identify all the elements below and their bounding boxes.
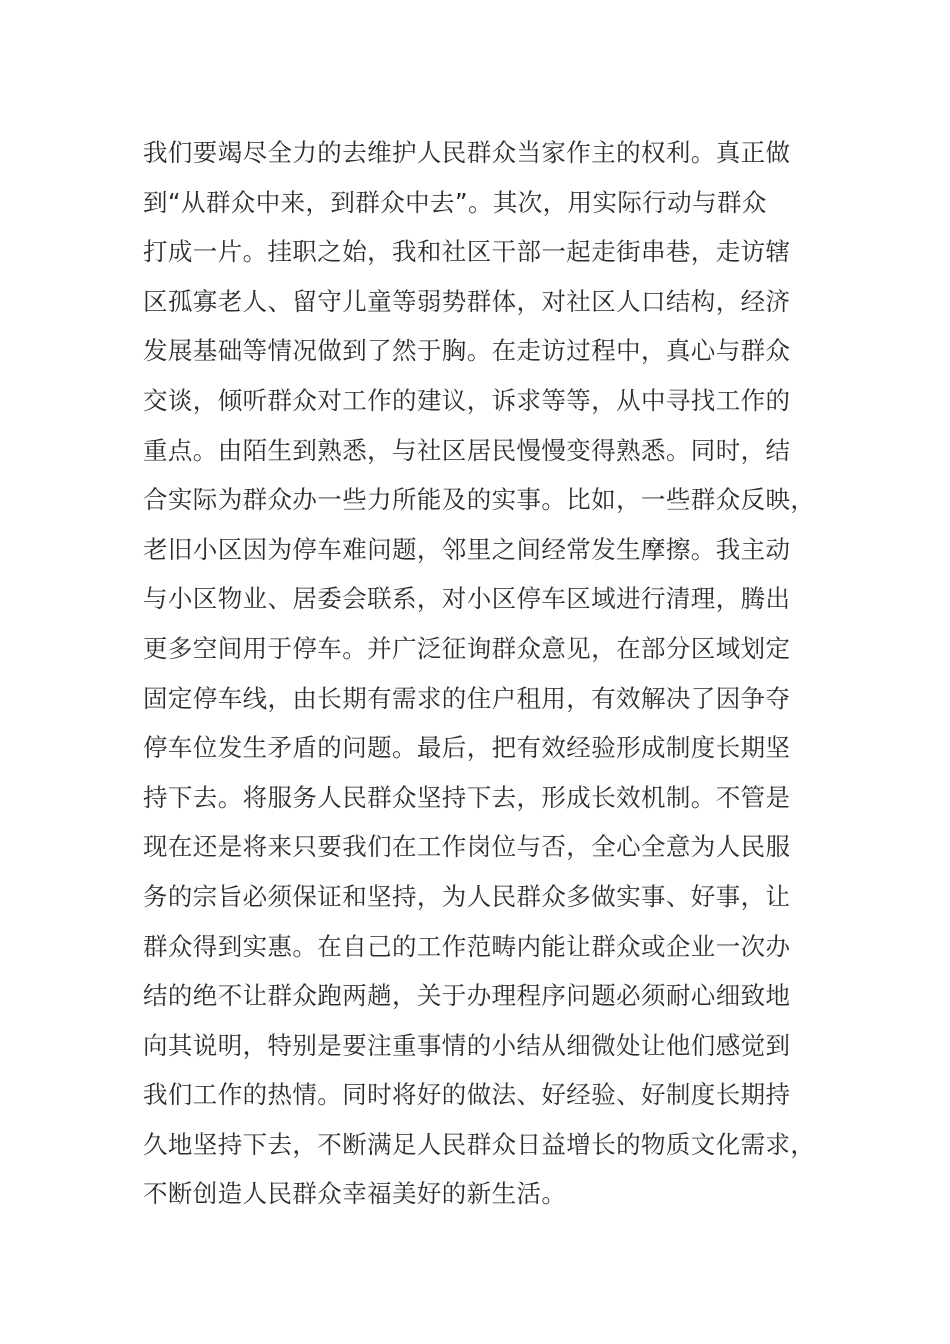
text-line: 与小区物业、居委会联系，对小区停车区域进行清理，腾出 (143, 584, 791, 614)
text-line: 我们要竭尽全力的去维护人民群众当家作主的权利。真正做 (143, 138, 791, 167)
body-paragraph (143, 128, 823, 1219)
text-line: 合实际为群众办一些力所能及的实事。比如，一些群众反映， (143, 485, 816, 515)
text-line: 老旧小区因为停车难问题，邻里之间经常发生摩擦。我主动 (143, 534, 791, 564)
text-line: 我们工作的热情。同时将好的做法、好经验、好制度长期持 (143, 1080, 791, 1110)
text-line: 打成一片。挂职之始，我和社区干部一起走街串巷，走访辖 (143, 237, 791, 267)
text-line: 停车位发生矛盾的问题。最后，把有效经验形成制度长期坚 (143, 733, 791, 763)
text-line: 向其说明，特别是要注重事情的小结从细微处让他们感觉到 (143, 1030, 791, 1060)
text-line: 群众得到实惠。在自己的工作范畴内能让群众或企业一次办 (143, 931, 791, 961)
text-line: 持下去。将服务人民群众坚持下去，形成长效机制。不管是 (143, 782, 791, 812)
text-line: 发展基础等情况做到了然于胸。在走访过程中，真心与群众 (143, 336, 791, 366)
text-line: 久地坚持下去，不断满足人民群众日益增长的物质文化需求， (143, 1129, 816, 1159)
text-line: 务的宗旨必须保证和坚持，为人民群众多做实事、好事，让 (143, 881, 791, 911)
text-line: 现在还是将来只要我们在工作岗位与否，全心全意为人民服 (143, 832, 791, 862)
text-line: 不断创造人民群众幸福美好的新生活。 (143, 1179, 567, 1209)
text-line: 结的绝不让群众跑两趟，关于办理程序问题必须耐心细致地 (143, 981, 791, 1011)
text-line: 固定停车线，由长期有需求的住户租用，有效解决了因争夺 (143, 683, 791, 713)
text-line: 交谈，倾听群众对工作的建议，诉求等等，从中寻找工作的 (143, 385, 791, 415)
text-line: 重点。由陌生到熟悉，与社区居民慢慢变得熟悉。同时，结 (143, 435, 791, 465)
text-line: 更多空间用于停车。并广泛征询群众意见，在部分区域划定 (143, 633, 791, 663)
text-line: 区孤寡老人、留守儿童等弱势群体，对社区人口结构，经济 (143, 286, 791, 316)
text-line: 到“从群众中来，到群众中去”。其次，用实际行动与群众 (143, 187, 767, 217)
